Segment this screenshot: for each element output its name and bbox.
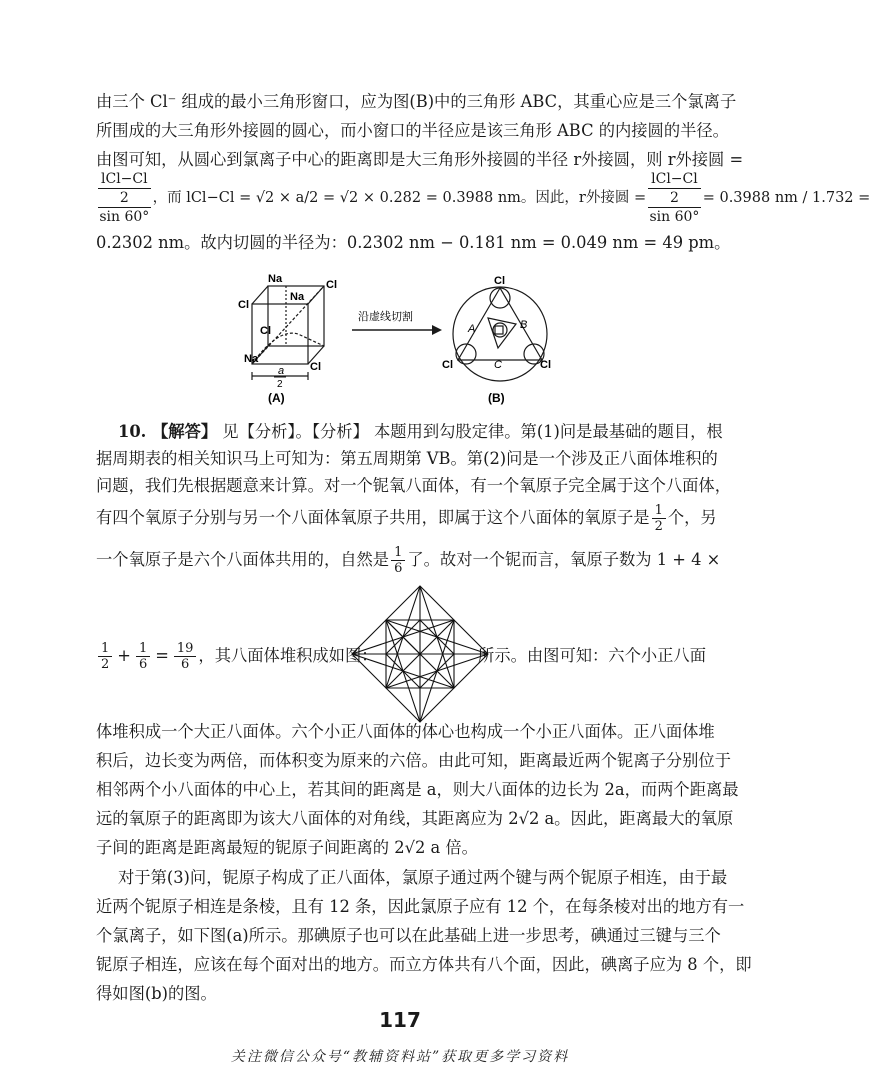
text-line: 远的氧原子的距离即为该大八面体的对角线，其距离应为 2√2 a。因此，距离最大的氧原 xyxy=(96,809,734,828)
text-line: 得如图(b)的图。 xyxy=(96,984,217,1003)
fraction-l-over-sin60-2: lCl−Cl 2 sin 60° xyxy=(649,171,700,225)
text-line: 由三个 Cl⁻ 组成的最小三角形窗口，应为图(B)中的三角形 ABC，其重心应是三个氯离子 xyxy=(96,92,737,111)
octahedron-stacking-figure xyxy=(350,584,490,724)
text-line: 铌原子相连，应该在每个面对出的地方。而立方体共有八个面，因此，碘离子应为 8 个，即 xyxy=(96,955,752,974)
label-cl: Cl xyxy=(310,361,321,373)
text-line: 有四个氧原子分别与另一个八面体氧原子共用，即属于这个八面体的氧原子是 $\frac{1}{2}$ 个，另 xyxy=(96,502,717,534)
label-cl: Cl xyxy=(494,275,505,287)
label-cl: Cl xyxy=(442,359,453,371)
arrow-label: 沿虚线切割 xyxy=(358,311,413,323)
text-line: 由图可知，从圆心到氯离子中心的距离即是大三角形外接圆的半径 r外接圆，则 r外接圆 = xyxy=(96,150,744,169)
text-line: 相邻两个小八面体的中心上，若其间的距离是 a，则大八面体的边长为 2a，而两个距离最 xyxy=(96,780,739,799)
text-line: 个氯离子，如下图(a)所示。那碘原子也可以在此基础上进一步思考，碘通过三键与三个 xyxy=(96,926,721,945)
text-line: $\frac{1}{2}$ + $\frac{1}{6}$ = $\frac{19}{6}$ ，其八面体堆积成如图： 所示。由图可知：六个小正八面 xyxy=(96,636,706,676)
text-line: 问题，我们先根据题意来计算。对一个铌氧八面体，有一个氧原子完全属于这个八面体， xyxy=(96,476,731,495)
label-na: Na xyxy=(290,291,305,303)
label-na: Na xyxy=(268,273,283,285)
text-line: 子间的距离是距离最短的铌原子间距离的 2√2 a 倍。 xyxy=(96,838,478,857)
formula-text: ，而 lCl−Cl = √2 × a/2 = √2 × 0.282 = 0.3988 nm。因此，r外接圆 = xyxy=(152,190,647,206)
label-cl: Cl xyxy=(238,299,249,311)
label-a-vertex: A xyxy=(468,323,476,335)
figure-a-label: (A) xyxy=(268,391,285,405)
label-a: a xyxy=(278,365,285,377)
fraction-nineteen-sixths: $\frac{19}{6}$ xyxy=(174,641,197,672)
cut-arrow xyxy=(350,308,442,338)
formula-result: = 0.3988 nm / 1.732 = xyxy=(702,190,870,206)
label-cl: Cl xyxy=(326,279,337,291)
label-cl: Cl xyxy=(540,359,551,371)
text-line: 10. 【解答】 见【分析】。【分析】 本题用到勾股定律。第(1)问是最基础的题目，根 xyxy=(118,422,723,441)
fraction-one-half: $\frac{1}{2}$ xyxy=(98,641,112,672)
text-line: 0.2302 nm。故内切圆的半径为：0.2302 nm − 0.181 nm = 0.049 nm = 49 pm。 xyxy=(96,233,731,252)
fraction-one-half: $\frac{1}{2}$ xyxy=(652,503,666,534)
text-line: 所围成的大三角形外接圆的圆心，而小窗口的半径应是该三角形 ABC 的内接圆的半径。 xyxy=(96,121,729,140)
fraction-one-sixth: $\frac{1}{6}$ xyxy=(136,641,150,672)
fraction-l-over-sin60: lCl−Cl 2 sin 60° xyxy=(99,171,150,225)
label-c-vertex: C xyxy=(494,359,502,371)
figure-a-nacl-cube xyxy=(238,268,348,406)
triangle-abc xyxy=(488,318,516,348)
text-line: 体堆积成一个大正八面体。六个小正八面体的体心也构成一个小正八面体。正八面体堆 xyxy=(96,722,715,741)
formula-line xyxy=(96,171,870,225)
text-line: 对于第(3)问，铌原子构成了正八面体，氯原子通过两个键与两个铌原子相连，由于最 xyxy=(118,868,728,887)
figure-b-cross-section xyxy=(440,272,560,406)
label-na: Na xyxy=(244,353,259,365)
text-line: 一个氧原子是六个八面体共用的，自然是 $\frac{1}{6}$ 了。故对一个铌而言，氧原子数为 1 + 4 × xyxy=(96,544,721,576)
page-number: 117 xyxy=(379,1008,421,1032)
figure-b-label: (B) xyxy=(488,391,505,405)
fraction-one-sixth: $\frac{1}{6}$ xyxy=(391,545,405,576)
text-line: 近两个铌原子相连是条棱，且有 12 条，因此氯原子应有 12 个，在每条棱对出的地方有一 xyxy=(96,897,745,916)
label-b-vertex: B xyxy=(520,319,528,331)
text-line: 据周期表的相关知识马上可知为：第五周期第 VB。第(2)问是一个涉及正八面体堆积的 xyxy=(96,449,718,468)
text-line: 积后，边长变为两倍，而体积变为原来的六倍。由此可知，距离最近两个铌离子分别位于 xyxy=(96,751,731,770)
footer-note: 关注微信公众号“教辅资料站”获取更多学习资料 xyxy=(230,1049,570,1065)
label-two: 2 xyxy=(277,379,283,390)
answer-heading: 10. 【解答】 xyxy=(118,422,218,441)
label-cl: Cl xyxy=(260,325,271,337)
